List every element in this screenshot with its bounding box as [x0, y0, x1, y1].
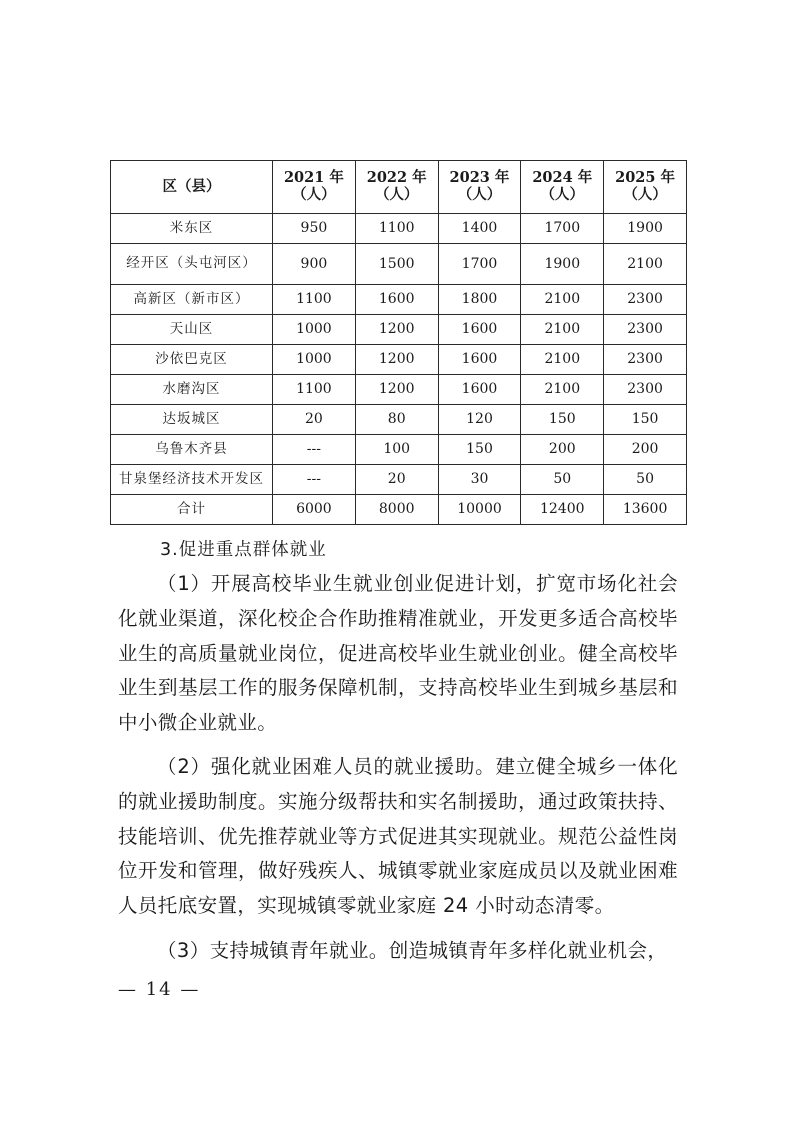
row-region: 沙依巴克区 — [111, 345, 273, 375]
cell-value: 900 — [273, 244, 356, 285]
cell-value: 50 — [604, 465, 687, 495]
cell-value: 950 — [273, 214, 356, 244]
table-row — [111, 465, 687, 495]
row-region: 合计 — [111, 495, 273, 525]
cell-value: 10000 — [438, 495, 521, 525]
header-unit-label: （人） — [292, 186, 336, 203]
cell-value: 150 — [521, 405, 604, 435]
header-year-label: 2024 年 — [532, 169, 593, 187]
cell-value: 150 — [438, 435, 521, 465]
cell-value: 1200 — [355, 345, 438, 375]
cell-value: 1900 — [604, 214, 687, 244]
row-region: 乌鲁木齐县 — [111, 435, 273, 465]
cell-value: 1600 — [438, 315, 521, 345]
cell-value: 1000 — [273, 345, 356, 375]
cell-value: 2300 — [604, 315, 687, 345]
cell-value: 6000 — [273, 495, 356, 525]
table-row — [111, 214, 687, 244]
cell-value: 2100 — [521, 345, 604, 375]
page-number: — 14 — — [118, 979, 201, 1000]
cell-value: --- — [273, 465, 356, 495]
table-row — [111, 405, 687, 435]
cell-value: 1100 — [355, 214, 438, 244]
cell-value: 150 — [604, 405, 687, 435]
table-total-row — [111, 495, 687, 525]
table-row — [111, 435, 687, 465]
cell-value: 1600 — [355, 285, 438, 315]
cell-value: 2100 — [521, 375, 604, 405]
row-region: 经开区（头屯河区） — [111, 244, 273, 285]
header-year-2025 — [604, 161, 687, 214]
cell-value: 1200 — [355, 315, 438, 345]
cell-value: 1600 — [438, 375, 521, 405]
cell-value: 1600 — [438, 345, 521, 375]
cell-value: 1700 — [438, 244, 521, 285]
row-region: 米东区 — [111, 214, 273, 244]
header-unit-label: （人） — [623, 186, 667, 203]
cell-value: 2300 — [604, 345, 687, 375]
header-unit-label: （人） — [374, 186, 419, 203]
cell-value: 13600 — [604, 495, 687, 525]
table-row — [111, 345, 687, 375]
cell-value: 2300 — [604, 375, 687, 405]
paragraph-1: （1）开展高校毕业生就业创业促进计划，扩宽市场化社会化就业渠道，深化校企合作助推精准就业，开发更多适合高校毕业生的高质量就业岗位，促进高校毕业生就业创业。健全高校毕业生到基层工作的服务保障机制，支持高校毕业生到城乡基层和中小微企业就业。 — [118, 572, 678, 735]
employment-target-table — [110, 160, 687, 525]
cell-value: 20 — [355, 465, 438, 495]
paragraph-3: （3）支持城镇青年就业。创造城镇青年多样化就业机会， — [157, 939, 668, 962]
header-year-2022 — [355, 161, 438, 214]
header-year-label: 2025 年 — [615, 169, 676, 187]
header-unit-label: （人） — [540, 186, 585, 203]
row-region: 达坂城区 — [111, 405, 273, 435]
header-year-2023 — [438, 161, 521, 214]
header-region: 区（县） — [111, 161, 273, 214]
cell-value: 100 — [355, 435, 438, 465]
cell-value: 1500 — [355, 244, 438, 285]
cell-value: 2100 — [521, 315, 604, 345]
header-year-2021 — [273, 161, 356, 214]
cell-value: 50 — [521, 465, 604, 495]
cell-value: 200 — [604, 435, 687, 465]
table-row — [111, 244, 687, 285]
header-year-2024 — [521, 161, 604, 214]
cell-value: 120 — [438, 405, 521, 435]
cell-value: 1700 — [521, 214, 604, 244]
row-region: 高新区（新市区） — [111, 285, 273, 315]
paragraph-2: （2）强化就业困难人员的就业援助。建立健全城乡一体化的就业援助制度。实施分级帮扶和实名制援助，通过政策扶持、技能培训、优先推荐就业等方式促进其实现就业。规范公益性岗位开发和管理，做好残疾人、城镇零就业家庭成员以及就业困难人员托底安置，实现城镇零就业家庭 24 小时动态清零。 — [118, 755, 678, 918]
cell-value: 80 — [355, 405, 438, 435]
cell-value: 20 — [273, 405, 356, 435]
row-region: 甘泉堡经济技术开发区 — [111, 465, 273, 495]
cell-value: 2100 — [521, 285, 604, 315]
section-heading: 3.促进重点群体就业 — [160, 540, 327, 560]
cell-value: 1200 — [355, 375, 438, 405]
cell-value: 1900 — [521, 244, 604, 285]
cell-value: 1100 — [273, 375, 356, 405]
cell-value: --- — [273, 435, 356, 465]
cell-value: 200 — [521, 435, 604, 465]
cell-value: 1800 — [438, 285, 521, 315]
header-year-label: 2023 年 — [449, 169, 510, 187]
row-region: 水磨沟区 — [111, 375, 273, 405]
cell-value: 30 — [438, 465, 521, 495]
header-unit-label: （人） — [457, 186, 502, 203]
cell-value: 1100 — [273, 285, 356, 315]
header-year-label: 2022 年 — [366, 169, 427, 187]
row-region: 天山区 — [111, 315, 273, 345]
cell-value: 1000 — [273, 315, 356, 345]
table-row — [111, 375, 687, 405]
table-row — [111, 285, 687, 315]
header-year-label: 2021 年 — [283, 169, 344, 187]
table-row — [111, 315, 687, 345]
cell-value: 1400 — [438, 214, 521, 244]
cell-value: 2100 — [604, 244, 687, 285]
table-header-row — [111, 161, 687, 214]
cell-value: 2300 — [604, 285, 687, 315]
cell-value: 12400 — [521, 495, 604, 525]
cell-value: 8000 — [355, 495, 438, 525]
